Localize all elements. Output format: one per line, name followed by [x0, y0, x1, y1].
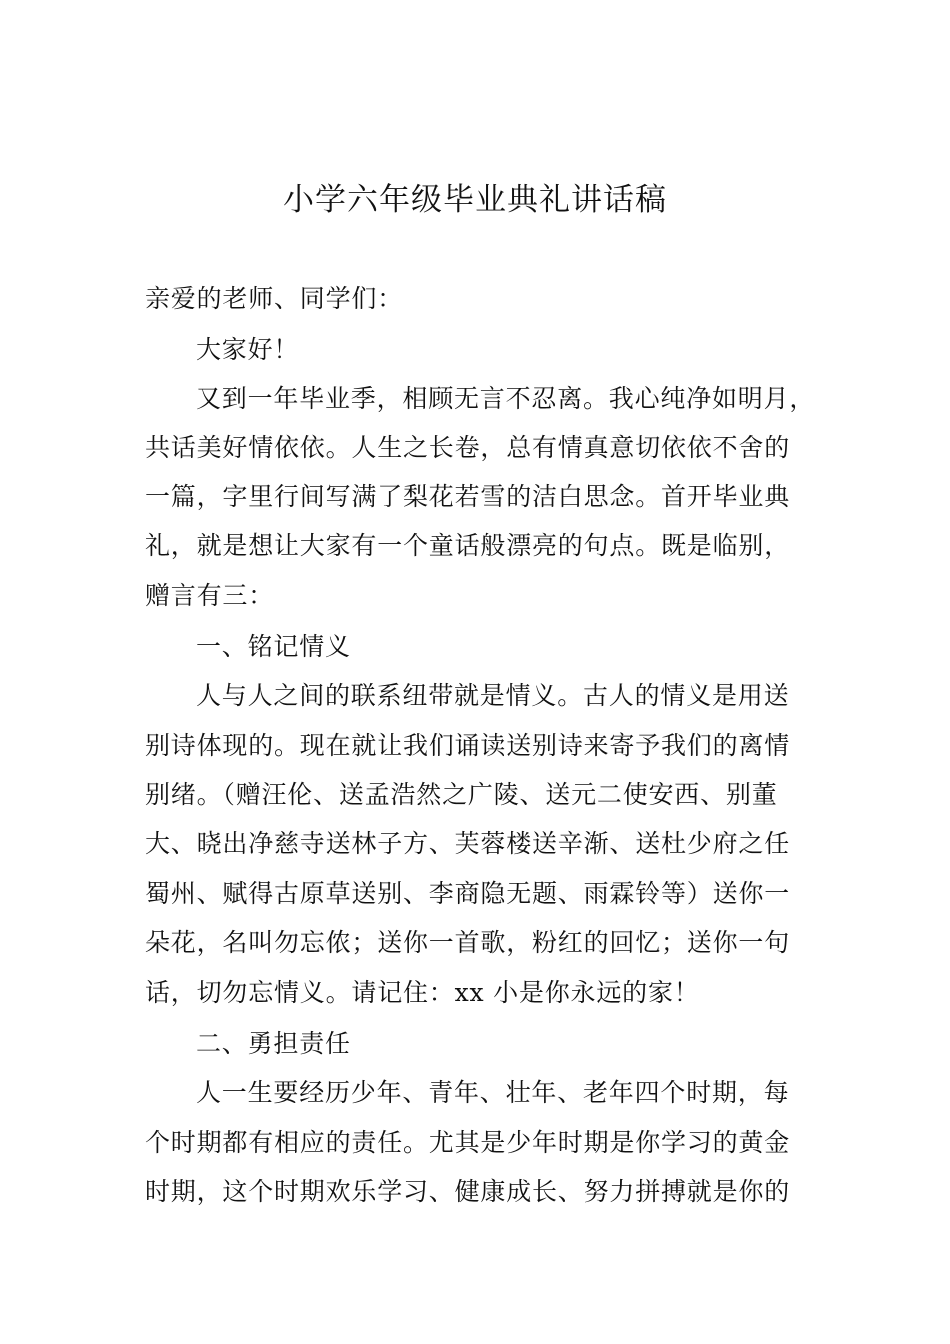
- paragraph-line: 一篇，字里行间写满了梨花若雪的洁白思念。首开毕业典: [145, 482, 791, 511]
- paragraph-line: 人一生要经历少年、青年、壮年、老年四个时期，每: [196, 1078, 790, 1107]
- paragraph-line: 时期，这个时期欢乐学习、健康成长、努力拼搏就是你的: [145, 1177, 791, 1206]
- paragraph-line: 朵花，名叫勿忘侬；送你一首歌，粉红的回忆；送你一句: [145, 928, 791, 957]
- paragraph-line: 话，切勿忘情义。请记住：xx 小是你永远的家！: [145, 978, 700, 1007]
- paragraph-line: 蜀州、赋得古原草送别、李商隐无题、雨霖铃等）送你一: [145, 879, 791, 908]
- paragraph-line: 礼，就是想让大家有一个童话般漂亮的句点。既是临别，: [145, 531, 791, 560]
- paragraph-line: 个时期都有相应的责任。尤其是少年时期是你学习的黄金: [145, 1128, 791, 1157]
- paragraph-line: 别绪。（赠汪伦、送孟浩然之广陵、送元二使安西、别董: [145, 780, 778, 809]
- paragraph-line: 人与人之间的联系纽带就是情义。古人的情义是用送: [196, 681, 790, 710]
- salutation: 亲爱的老师、同学们：: [145, 284, 404, 313]
- paragraph-line: 共话美好情依依。人生之长卷，总有情真意切依依不舍的: [145, 433, 791, 462]
- section-heading: 一、铭记情义: [196, 632, 351, 661]
- greeting: 大家好！: [196, 335, 300, 364]
- section-heading: 二、勇担责任: [196, 1029, 351, 1058]
- document-title: 小学六年级毕业典礼讲话稿: [283, 182, 667, 218]
- paragraph-line: 又到一年毕业季，相顾无言不忍离。我心纯净如明月，: [196, 384, 816, 413]
- paragraph-line: 赠言有三：: [145, 581, 275, 610]
- paragraph-line: 大、晓出净慈寺送林子方、芙蓉楼送辛渐、送杜少府之任: [145, 829, 791, 858]
- paragraph-line: 别诗体现的。现在就让我们诵读送别诗来寄予我们的离情: [145, 731, 791, 760]
